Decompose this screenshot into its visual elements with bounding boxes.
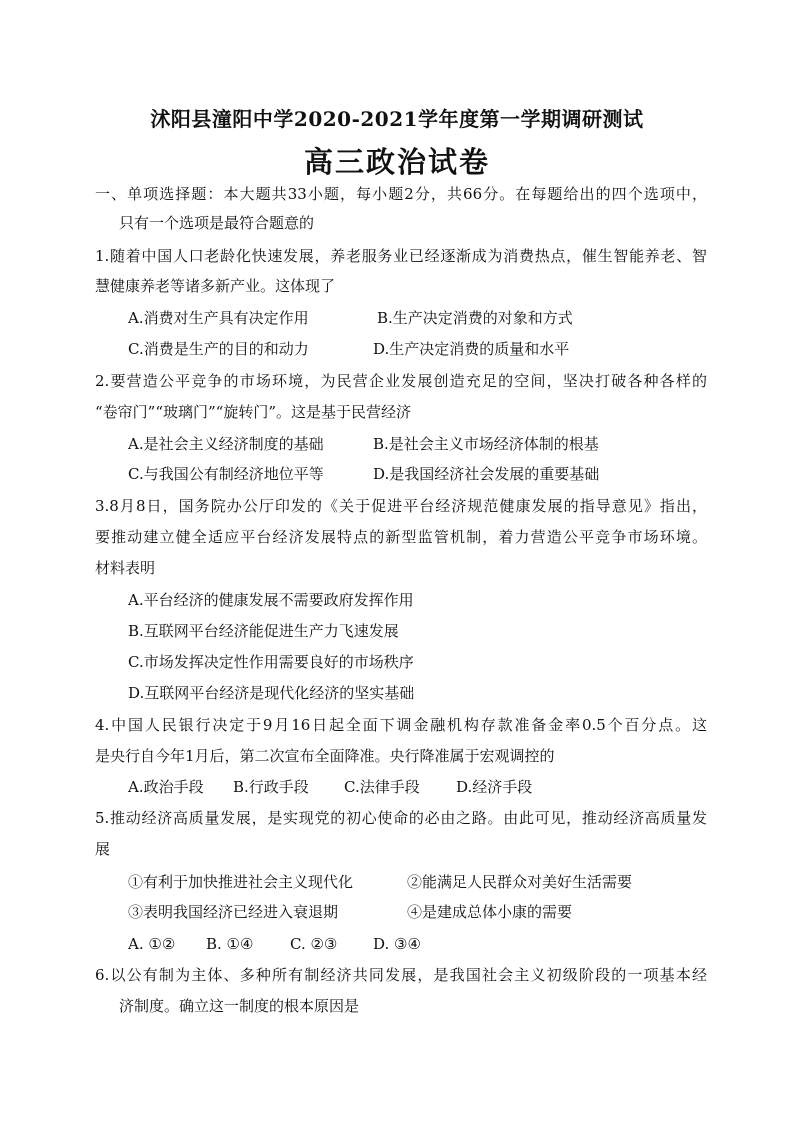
statement-4: ④是建成总体小康的需要 [407, 903, 573, 921]
exam-title: 高三政治试卷 [303, 145, 490, 179]
statement-1: ①有利于加快推进社会主义现代化 [128, 873, 354, 891]
question-stem: 4.中国人民银行决定于9月16日起全面下调金融机构存款准备金率0.5个百分点。这 [95, 716, 707, 734]
question-stem: 要推动建立健全适应平台经济发展特点的新型监管机制，着力营造公平竞争市场环境。 [95, 528, 707, 546]
option-c: C. ②③ [290, 935, 338, 953]
option-b: B.行政手段 [233, 778, 309, 796]
section-instruction: 只有一个选项是最符合题意的 [119, 214, 315, 232]
option-d: D.经济手段 [456, 778, 533, 796]
school-exam-header: 沭阳县潼阳中学2020-2021学年度第一学期调研测试 [150, 107, 644, 131]
question-stem: 是央行自今年1月后，第二次宣布全面降准。央行降准属于宏观调控的 [95, 747, 555, 765]
option-b: B. ①④ [206, 935, 254, 953]
question-stem: 材料表明 [95, 559, 156, 577]
option-c: C.消费是生产的目的和动力 [128, 340, 309, 358]
question-stem: 3.8月8日，国务院办公厅印发的《关于促进平台经济规范健康发展的指导意见》指出， [95, 497, 707, 515]
option-c: C.与我国公有制经济地位平等 [128, 465, 324, 483]
question-stem: 1.随着中国人口老龄化快速发展，养老服务业已经逐渐成为消费热点，催生智能养老、智 [95, 247, 707, 265]
option-d: D.是我国经济社会发展的重要基础 [373, 465, 600, 483]
option-a: A.政治手段 [128, 778, 204, 796]
option-c: C.市场发挥决定性作用需要良好的市场秩序 [128, 653, 414, 671]
question-stem: 展 [95, 840, 111, 858]
statement-3: ③表明我国经济已经进入衰退期 [128, 903, 339, 921]
option-b: B.是社会主义市场经济体制的根基 [373, 435, 599, 453]
option-a: A.平台经济的健康发展不需要政府发挥作用 [128, 591, 414, 609]
statement-2: ②能满足人民群众对美好生活需要 [407, 873, 633, 891]
section-instruction: 一、单项选择题：本大题共33小题，每小题2分，共66分。在每题给出的四个选项中， [95, 185, 707, 203]
option-a: A.是社会主义经济制度的基础 [128, 435, 324, 453]
option-d: D. ③④ [373, 935, 421, 953]
option-a: A. ①② [128, 935, 176, 953]
question-stem: 2.要营造公平竞争的市场环境，为民营企业发展创造充足的空间，坚决打破各种各样的 [95, 372, 707, 390]
option-a: A.消费对生产具有决定作用 [128, 309, 309, 327]
question-stem: 6.以公有制为主体、多种所有制经济共同发展，是我国社会主义初级阶段的一项基本经 [95, 966, 707, 984]
option-b: B.生产决定消费的对象和方式 [377, 309, 573, 327]
option-d: D.生产决定消费的质量和水平 [373, 340, 570, 358]
question-stem: 5.推动经济高质量发展，是实现党的初心使命的必由之路。由此可见，推动经济高质量发 [95, 809, 707, 827]
question-stem: “卷帘门”“玻璃门”“旋转门”。这是基于民营经济 [95, 403, 412, 421]
question-stem: 济制度。确立这一制度的根本原因是 [119, 997, 360, 1015]
question-stem: 慧健康养老等诸多新产业。这体现了 [95, 277, 336, 295]
option-d: D.互联网平台经济是现代化经济的坚实基础 [128, 684, 415, 702]
option-b: B.互联网平台经济能促进生产力飞速发展 [128, 622, 399, 640]
option-c: C.法律手段 [344, 778, 420, 796]
